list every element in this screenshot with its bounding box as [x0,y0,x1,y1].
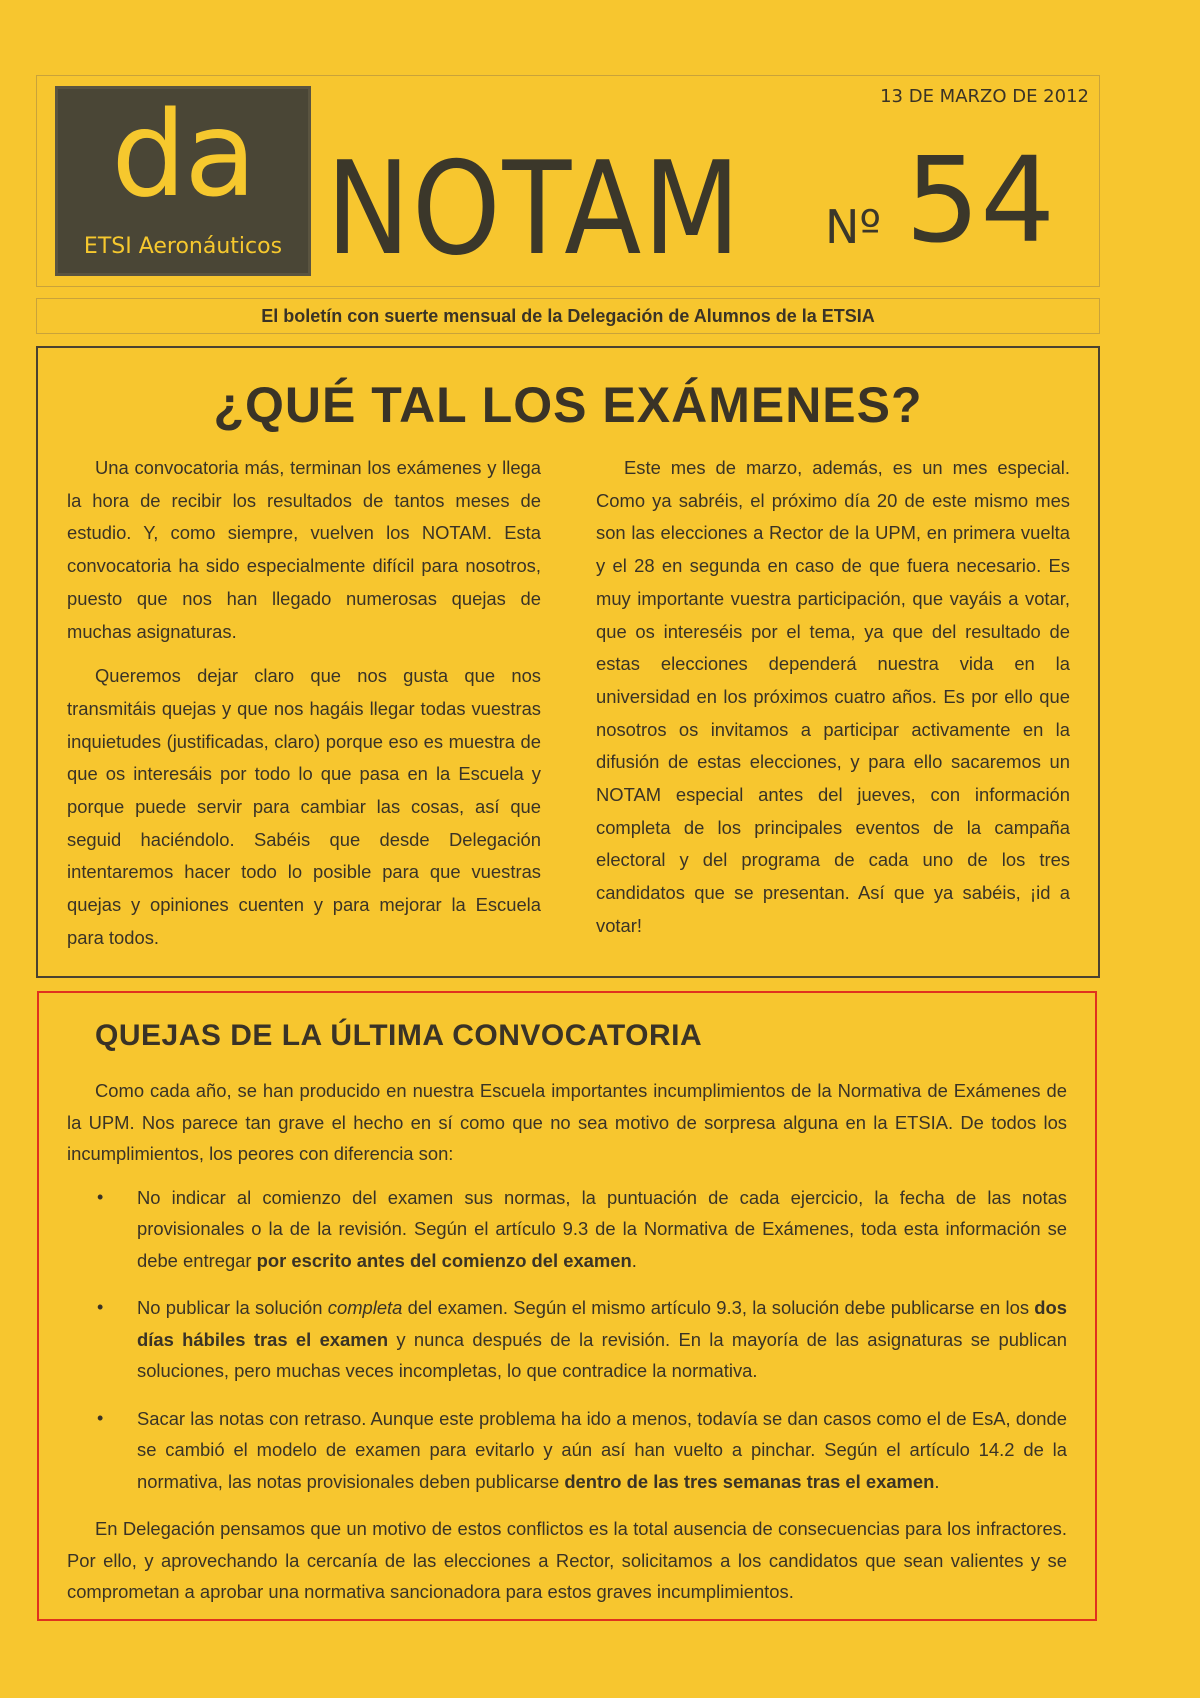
bullet-text: Sacar las notas con retraso. Aunque este problema ha ido a menos, todavía se dan casos como el de EsA, donde se cambió el modelo de examen para evitarlo y aún así han vuelto a pinchar. Según el artículo 14.2 de la normativa, las notas provisionales deben publicarse [137,1407,1067,1492]
complaints-section [37,991,1097,1621]
bullet-text-start: No publicar la solución [137,1297,328,1318]
article-paragraph: Este mes de marzo, además, es un mes especial. Como ya sabréis, el próximo día 20 de este mismo mes son las elecciones a Rector de la UPM, en primera vuelta y el 28 en segunda en caso de que fuera necesario. Es muy importante vuestra participación, que vayáis a votar, que os intereséis por el tema, ya que del resultado de estas elecciones dependerá nuestra vida en la universidad en los próximos cuatro años. Es por ello que nosotros os invitamos a participar activamente en la difusión de estas elecciones, y para ello sacaremos un NOTAM especial antes del jueves, con información completa de los principales eventos de la campaña electoral y del programa de cada uno de los tres candidatos que se presentan. Así que ya sabéis, ¡id a votar! [596,457,1070,936]
complaints-title: QUEJAS DE LA ÚLTIMA CONVOCATORIA [95,1019,703,1052]
bullet-emphasis: dos días hábiles tras el examen [137,1297,1067,1350]
complaints-closing: En Delegación pensamos que un motivo de estos conflictos es la total ausencia de consecuencias para los infractores. Por ello, y aprovechando la cercanía de las elecciones a Rector, solicitamos a los candidatos que sean valientes y se comprometan a aprobar una normativa sancionadora para estos graves incumplimientos. [67,1518,1067,1602]
newsletter-tagline: El boletín con suerte mensual de la Delegación de Alumnos de la ETSIA [36,298,1100,334]
bullet-text-end: . [631,1249,637,1271]
bullet-italic: completa [327,1297,403,1318]
article-left-column [67,452,541,967]
list-item [67,1182,1067,1277]
article-right-column [596,452,1070,955]
main-article [36,346,1100,978]
bullet-icon: • [97,1407,104,1428]
bullet-emphasis: por escrito antes del comienzo del examen [256,1249,632,1271]
complaints-body [67,1075,1067,1608]
da-logo [55,86,311,276]
list-item [67,1403,1067,1498]
list-item [67,1292,1067,1387]
article-paragraph: Una convocatoria más, terminan los exámenes y llega la hora de recibir los resultados de tantos meses de estudio. Y, como siempre, vuelven los NOTAM. Esta convocatoria ha sido especialmente difícil para nosotros, puesto que nos han llegado numerosas quejas de muchas asignaturas. [67,457,541,642]
article-paragraph: Queremos dejar claro que nos gusta que nos transmitáis quejas y que nos hagáis llegar todas vuestras inquietudes (justificadas, claro) porque eso es muestra de que os interesáis por todo lo que pasa en la Escuela y porque puede servir para cambiar las cosas, así que seguid haciéndolo. Sabéis que desde Delegación intentaremos hacer todo lo posible para que vuestras quejas y opiniones cuenten y para mejorar la Escuela para todos. [67,665,541,948]
bullet-icon: • [97,1297,104,1317]
complaints-intro: Como cada año, se han producido en nuestra Escuela importantes incumplimientos de la Normativa de Exámenes de la UPM. Nos parece tan grave el hecho en sí como que no sea motivo de sorpresa alguna en la ETSIA. De todos los incumplimientos, los peores con diferencia son: [67,1080,1067,1164]
bullet-text-end: . [934,1470,940,1492]
issue-number-prefix: Nº [825,200,882,254]
issue-number: 54 [905,131,1056,269]
logo-mark: da [111,85,255,223]
issue-date: 13 DE MARZO DE 2012 [880,86,1089,107]
article-title: ¿QUÉ TAL LOS EXÁMENES? [213,377,923,433]
complaints-list [67,1182,1067,1498]
bullet-text: del examen. Según el mismo artículo 9.3, la solución debe publicarse en los [402,1297,1035,1318]
bullet-text: No indicar al comienzo del examen sus normas, la puntuación de cada ejercicio, la fecha de las notas provisionales o la de la revisión. Según el artículo 9.3 de la Normativa de Exámenes, toda esta información se debe entregar [137,1186,1067,1271]
newsletter-title: NOTAM [326,135,743,284]
bullet-text-end: y nunca después de la revisión. En la mayoría de las asignaturas se publican soluciones, pero muchas veces incompletas, lo que contradice la normativa. [137,1328,1067,1381]
bullet-emphasis: dentro de las tres semanas tras el examen [564,1470,935,1492]
logo-subtitle: ETSI Aeronáuticos [83,234,283,259]
bullet-icon: • [97,1186,104,1207]
